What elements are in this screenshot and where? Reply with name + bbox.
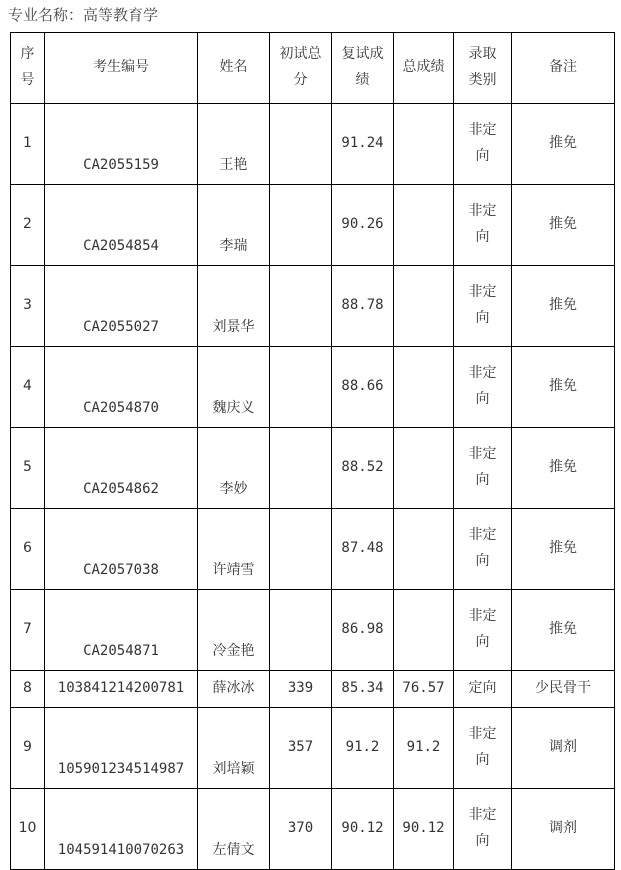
table-row xyxy=(11,509,615,590)
cell-seq: 10 xyxy=(11,789,45,870)
cell-exam-id: CA2054870 xyxy=(45,347,198,428)
cell-seq: 5 xyxy=(11,428,45,509)
cell-exam-id: CA2055027 xyxy=(45,266,198,347)
header-retest: 复试成绩 xyxy=(332,33,394,104)
table-row xyxy=(11,266,615,347)
cell-category: 非定向 xyxy=(454,708,512,789)
cell-retest: 87.48 xyxy=(332,509,394,590)
cell-exam-id: 105901234514987 xyxy=(45,708,198,789)
cell-remark: 推免 xyxy=(512,104,615,185)
cell-category: 非定向 xyxy=(454,789,512,870)
cell-retest: 88.52 xyxy=(332,428,394,509)
cell-prelim: 357 xyxy=(270,708,332,789)
cell-total xyxy=(394,428,454,509)
cell-retest: 85.34 xyxy=(332,671,394,708)
cell-seq: 2 xyxy=(11,185,45,266)
cell-prelim xyxy=(270,428,332,509)
cell-retest: 91.2 xyxy=(332,708,394,789)
cell-name: 冷金艳 xyxy=(198,590,270,671)
cell-remark: 调剂 xyxy=(512,708,615,789)
cell-category: 定向 xyxy=(454,671,512,708)
cell-remark: 推免 xyxy=(512,185,615,266)
header-exam-id: 考生编号 xyxy=(45,33,198,104)
cell-prelim xyxy=(270,185,332,266)
cell-name: 魏庆义 xyxy=(198,347,270,428)
cell-seq: 4 xyxy=(11,347,45,428)
cell-exam-id: CA2057038 xyxy=(45,509,198,590)
cell-seq: 3 xyxy=(11,266,45,347)
cell-category: 非定向 xyxy=(454,266,512,347)
cell-name: 王艳 xyxy=(198,104,270,185)
cell-remark: 推免 xyxy=(512,590,615,671)
cell-exam-id: CA2054871 xyxy=(45,590,198,671)
cell-prelim xyxy=(270,347,332,428)
header-remark: 备注 xyxy=(512,33,615,104)
cell-prelim xyxy=(270,509,332,590)
cell-seq: 1 xyxy=(11,104,45,185)
cell-prelim xyxy=(270,266,332,347)
major-title: 专业名称：高等教育学 xyxy=(8,6,159,24)
cell-exam-id: CA2054854 xyxy=(45,185,198,266)
cell-exam-id: CA2055159 xyxy=(45,104,198,185)
cell-retest: 90.26 xyxy=(332,185,394,266)
admission-table xyxy=(10,32,615,870)
header-name: 姓名 xyxy=(198,33,270,104)
cell-prelim: 339 xyxy=(270,671,332,708)
table-row xyxy=(11,347,615,428)
table-row xyxy=(11,789,615,870)
cell-prelim xyxy=(270,104,332,185)
cell-name: 刘培颖 xyxy=(198,708,270,789)
cell-total xyxy=(394,185,454,266)
cell-remark: 推免 xyxy=(512,266,615,347)
table-row xyxy=(11,428,615,509)
cell-remark: 推免 xyxy=(512,347,615,428)
cell-seq: 8 xyxy=(11,671,45,708)
cell-total: 91.2 xyxy=(394,708,454,789)
cell-category: 非定向 xyxy=(454,185,512,266)
header-category: 录取类别 xyxy=(454,33,512,104)
cell-total xyxy=(394,590,454,671)
cell-total: 90.12 xyxy=(394,789,454,870)
cell-seq: 7 xyxy=(11,590,45,671)
cell-category: 非定向 xyxy=(454,428,512,509)
cell-seq: 9 xyxy=(11,708,45,789)
cell-retest: 91.24 xyxy=(332,104,394,185)
cell-total: 76.57 xyxy=(394,671,454,708)
cell-exam-id: 104591410070263 xyxy=(45,789,198,870)
cell-name: 刘景华 xyxy=(198,266,270,347)
cell-category: 非定向 xyxy=(454,347,512,428)
cell-retest: 86.98 xyxy=(332,590,394,671)
cell-exam-id: CA2054862 xyxy=(45,428,198,509)
cell-retest: 88.66 xyxy=(332,347,394,428)
cell-category: 非定向 xyxy=(454,104,512,185)
cell-remark: 调剂 xyxy=(512,789,615,870)
header-total: 总成绩 xyxy=(394,33,454,104)
cell-remark: 少民骨干 xyxy=(512,671,615,708)
header-prelim: 初试总分 xyxy=(270,33,332,104)
header-seq: 序号 xyxy=(11,33,45,104)
cell-retest: 90.12 xyxy=(332,789,394,870)
cell-exam-id: 103841214200781 xyxy=(45,671,198,708)
cell-name: 许靖雪 xyxy=(198,509,270,590)
cell-name: 左倩文 xyxy=(198,789,270,870)
table-row xyxy=(11,590,615,671)
cell-remark: 推免 xyxy=(512,428,615,509)
cell-remark: 推免 xyxy=(512,509,615,590)
cell-total xyxy=(394,509,454,590)
cell-total xyxy=(394,104,454,185)
cell-category: 非定向 xyxy=(454,590,512,671)
cell-total xyxy=(394,347,454,428)
cell-name: 薛冰冰 xyxy=(198,671,270,708)
cell-name: 李瑞 xyxy=(198,185,270,266)
cell-total xyxy=(394,266,454,347)
cell-seq: 6 xyxy=(11,509,45,590)
cell-category: 非定向 xyxy=(454,509,512,590)
table-row xyxy=(11,104,615,185)
table-row xyxy=(11,671,615,708)
table-row xyxy=(11,185,615,266)
cell-name: 李妙 xyxy=(198,428,270,509)
header-row xyxy=(11,33,615,104)
table-row xyxy=(11,708,615,789)
cell-retest: 88.78 xyxy=(332,266,394,347)
cell-prelim xyxy=(270,590,332,671)
cell-prelim: 370 xyxy=(270,789,332,870)
